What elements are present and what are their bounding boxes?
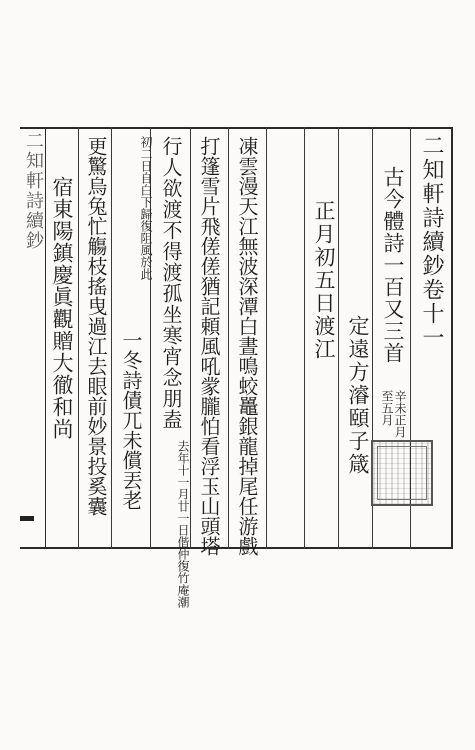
section-heading: 古今體詩一百又三首 — [381, 166, 405, 364]
poem-title: 正月初五日渡江 — [312, 200, 336, 361]
poem-line-2: 打篷雪片飛傞傞猶記頼風吼䝉朧怕看浮玉山頭塔 — [197, 136, 221, 556]
column-rule — [190, 127, 191, 549]
column-rule — [111, 127, 112, 549]
poem-line-1: 凍雲漫天江無波深潭白晝鳴蛟鼉銀龍掉尾任游戲 — [235, 136, 259, 556]
poem-line-5: 更驚烏兔忙觴枝搖曳過江去眼前妙景投奚囊 — [84, 136, 108, 516]
poem-line-3: 行人欲渡不得渡孤坐寒宵念朋盍 — [159, 136, 183, 430]
column-rule — [338, 127, 339, 549]
column-rule — [304, 127, 305, 549]
volume-title: 二知軒詩續鈔卷十一 — [419, 134, 444, 350]
poem-line-4: 一冬詩債兀未償丟老 — [119, 330, 143, 510]
gutter-title: 二知軒詩續鈔 — [23, 131, 44, 251]
poem-note-1: 去年十一月廿一日偕仲復竹庵潮 — [176, 440, 190, 608]
column-rule — [228, 127, 229, 549]
section-note-left: 至五月 — [380, 390, 394, 426]
seal-border — [377, 446, 427, 500]
poem-note-2: 初二日自白下歸復阻風於此 — [139, 136, 153, 280]
gutter-mark — [20, 516, 34, 521]
page-gutter — [20, 127, 46, 549]
section-note-right: 辛未正月 — [393, 390, 407, 438]
column-rule — [78, 127, 79, 549]
column-rule — [266, 127, 267, 549]
next-poem-title: 宿東陽鎮慶眞觀贈大徹和尚 — [50, 176, 74, 440]
library-seal-stamp — [371, 440, 433, 506]
author-line: 定遠方濬頤子箴 — [346, 315, 370, 476]
